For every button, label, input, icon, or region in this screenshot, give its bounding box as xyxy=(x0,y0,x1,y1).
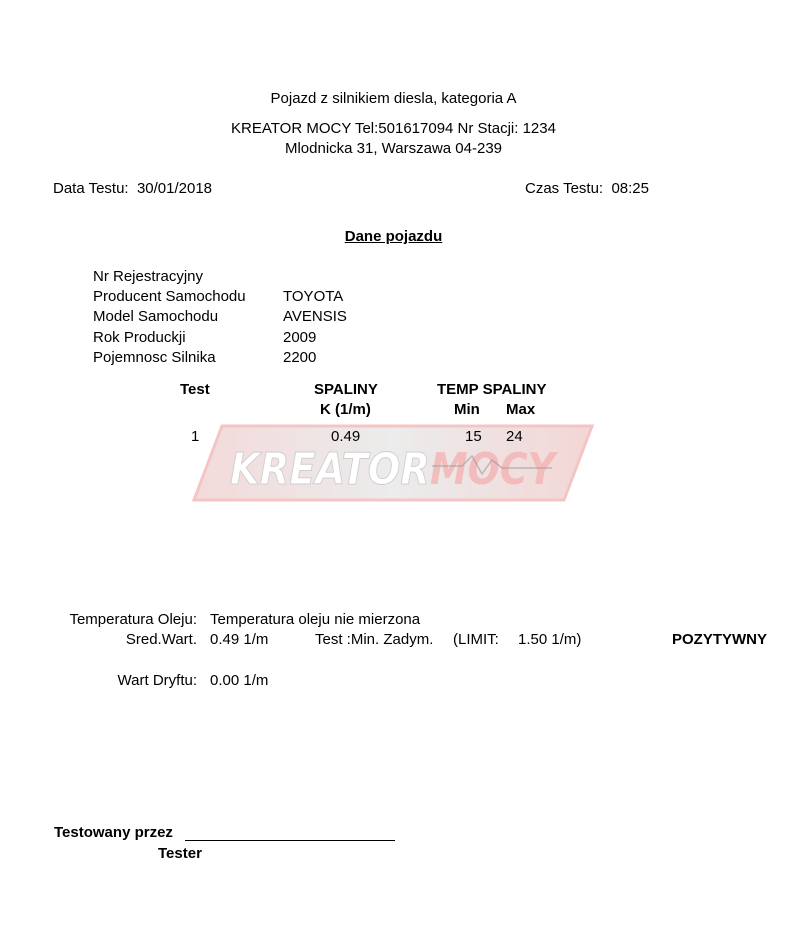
oil-temp-label: Temperatura Oleju: xyxy=(69,611,197,628)
col-header-temp: TEMP SPALINY xyxy=(437,381,547,398)
vehicle-value-model: AVENSIS xyxy=(283,308,347,325)
signature-line xyxy=(185,840,395,841)
header-line-2: KREATOR MOCY Tel:501617094 Nr Stacji: 1234 xyxy=(231,120,556,137)
result-status: POZYTYWNY xyxy=(672,631,768,648)
oil-temp-value: Temperatura oleju nie mierzona xyxy=(210,611,421,628)
test-date-label: Data Testu: xyxy=(53,180,129,197)
vehicle-label-engine: Pojemnosc Silnika xyxy=(93,349,216,366)
test-type: Test :Min. Zadym. xyxy=(315,631,434,648)
col-header-spaliny: SPALINY xyxy=(314,381,378,398)
test-date-value: 30/01/2018 xyxy=(136,180,213,197)
tester-role: Tester xyxy=(158,845,202,862)
limit-value: 1.50 1/m) xyxy=(518,631,582,648)
test-time-label: Czas Testu: xyxy=(525,180,604,197)
limit-label: (LIMIT: xyxy=(453,631,499,648)
vehicle-label-year: Rok Produckji xyxy=(93,329,186,346)
col-header-k-unit: K (1/m) xyxy=(320,401,371,418)
cell-k: 0.49 xyxy=(331,428,361,445)
watermark-logo xyxy=(192,422,594,504)
test-time-value: 08:25 xyxy=(611,180,649,197)
tested-by-label: Testowany przez xyxy=(54,824,173,841)
header-line-3: Mlodnicka 31, Warszawa 04-239 xyxy=(284,140,503,157)
cell-min: 15 xyxy=(465,428,482,445)
cell-max: 24 xyxy=(506,428,523,445)
col-header-test: Test xyxy=(180,381,210,398)
drift-value: 0.00 1/m xyxy=(210,672,269,689)
drift-label: Wart Dryftu: xyxy=(117,672,197,689)
avg-label: Sred.Wart. xyxy=(125,631,197,648)
vehicle-value-engine: 2200 xyxy=(283,349,317,366)
svg-text:MOCY: MOCY xyxy=(430,444,559,495)
vehicle-label-registration: Nr Rejestracyjny xyxy=(93,268,204,285)
vehicle-label-model: Model Samochodu xyxy=(93,308,219,325)
vehicle-value-year: 2009 xyxy=(283,329,317,346)
vehicle-value-manufacturer: TOYOTA xyxy=(283,288,344,305)
svg-text:KREATOR: KREATOR xyxy=(230,444,430,495)
test-time xyxy=(525,180,649,198)
header-line-1: Pojazd z silnikiem diesla, kategoria A xyxy=(270,90,517,107)
col-header-min: Min xyxy=(454,401,480,418)
section-title: Dane pojazdu xyxy=(344,228,443,245)
test-date xyxy=(53,180,212,198)
vehicle-label-manufacturer: Producent Samochodu xyxy=(93,288,246,305)
cell-test: 1 xyxy=(191,428,200,445)
avg-value: 0.49 1/m xyxy=(210,631,269,648)
col-header-max: Max xyxy=(506,401,536,418)
